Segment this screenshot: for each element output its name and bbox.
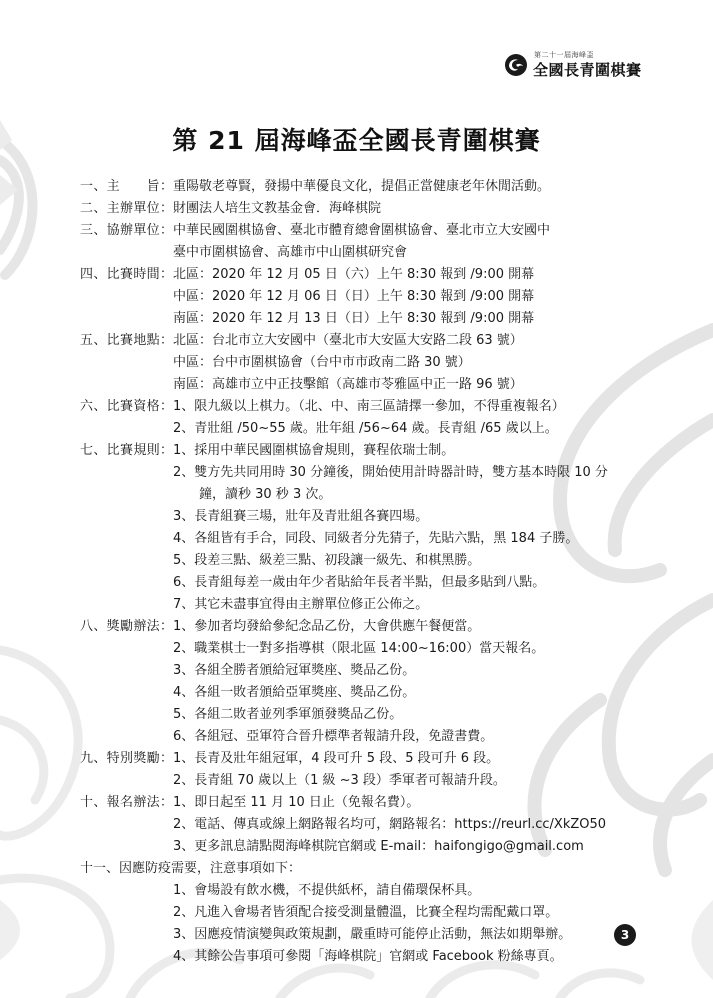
section-line: 4、各組一敗者頒給亞軍獎座、獎品乙份。 — [173, 685, 416, 700]
section-5 — [80, 330, 680, 396]
section-line: 7、其它未盡事宜得由主辦單位修正公佈之。 — [173, 597, 429, 612]
section-line: 2、雙方先共同用時 30 分鐘後，開始使用計時器計時，雙方基本時限 10 分 — [173, 465, 608, 480]
section-line: 2、電話、傳真或線上網路報名均可，網路報名：https://reurl.cc/XkZO50 — [173, 817, 607, 832]
covid-line: 3、因應疫情演變與政策規劃，嚴重時可能停止活動，無法如期舉辦。 — [173, 927, 572, 942]
section-line: 3、各組全勝者頒給冠軍獎座、獎品乙份。 — [173, 663, 416, 678]
page-number: 3 — [614, 924, 636, 946]
section-line: 1、限九級以上棋力。（北、中、南三區請擇一參加，不得重複報名） — [173, 399, 565, 414]
section-body — [173, 330, 680, 396]
section-line: 中區：2020 年 12 月 06 日（日）上午 8:30 報到 /9:00 開幕 — [173, 289, 535, 304]
section-line: 6、各組冠、亞軍符合晉升標準者報請升段，免證書費。 — [173, 729, 494, 744]
swirl-logo-icon — [504, 53, 528, 77]
section-line: 中區：台中市圍棋協會（台中市市政南二路 30 號） — [173, 355, 471, 370]
section-line: 臺中市圍棋協會、高雄市中山圍棋研究會 — [173, 245, 408, 260]
section-line: 2、長青組 70 歲以上（1 級 ~3 段）季軍者可報請升段。 — [173, 773, 506, 788]
section-line: 重陽敬老尊賢，發揚中華優良文化，提倡正當健康老年休閒活動。 — [173, 179, 551, 194]
section-7 — [80, 440, 680, 616]
section-body — [173, 748, 680, 792]
section-label: 八、獎勵辦法： — [80, 619, 173, 634]
covid-heading: 十一、因應防疫需要，注意事項如下： — [80, 861, 302, 876]
section-label: 二、主辦單位： — [80, 201, 173, 216]
section-line: 南區：2020 年 12 月 13 日（日）上午 8:30 報到 /9:00 開幕 — [173, 311, 535, 326]
section-label: 六、比賽資格： — [80, 399, 173, 414]
section-body — [173, 440, 680, 616]
section-body — [173, 792, 680, 858]
section-line: 3、更多訊息請點閱海峰棋院官網或 E-mail：haifongigo@gmail.com — [173, 839, 584, 854]
section-line: 1、採用中華民國圍棋協會規則，賽程依瑞士制。 — [173, 443, 455, 458]
section-1 — [80, 176, 680, 198]
section-line: 5、段差三點、級差三點、初段讓一級先、和棋黑勝。 — [173, 553, 481, 568]
logo-subtitle: 第二十一屆海峰盃 — [534, 51, 594, 59]
section-line: 3、長青組賽三場，壯年及青壯組各賽四場。 — [173, 509, 429, 524]
section-line: 南區：高雄市立中正技擊館（高雄市苓雅區中正一路 96 號） — [173, 377, 523, 392]
covid-section — [80, 858, 680, 968]
section-3 — [80, 220, 680, 264]
section-line: 2、職業棋士一對多指導棋（限北區 14:00~16:00）當天報名。 — [173, 641, 545, 656]
competition-logo — [504, 49, 644, 81]
section-6 — [80, 396, 680, 440]
section-label: 三、協辦單位： — [80, 223, 173, 238]
section-line: 2、青壯組 /50~55 歲。壯年組 /56~64 歲。長青組 /65 歲以上。 — [173, 421, 558, 436]
covid-line: 1、會場設有飲水機，不提供紙杯，請自備環保杯具。 — [173, 883, 481, 898]
section-line: 財團法人培生文教基金會．海峰棋院 — [173, 201, 382, 216]
section-line: 1、即日起至 11 月 10 日止（免報名費）。 — [173, 795, 420, 810]
section-9 — [80, 748, 680, 792]
section-body — [173, 616, 680, 748]
section-body — [173, 176, 680, 198]
logo-title: 全國長青圍棋賽 — [533, 61, 642, 79]
section-line: 4、各組皆有手合，同段、同級者分先猜子，先貼六點，黑 184 子勝。 — [173, 531, 579, 546]
section-body — [173, 198, 680, 220]
sections-list — [80, 176, 680, 858]
covid-line: 4、其餘公告事項可參閱「海峰棋院」官網或 Facebook 粉絲專頁。 — [173, 949, 563, 964]
section-label: 九、特別獎勵： — [80, 751, 173, 766]
section-line: 6、長青組每差一歲由年少者貼給年長者半點，但最多貼到八點。 — [173, 575, 546, 590]
covid-line: 2、凡進入會場者皆須配合接受測量體溫，比賽全程均需配戴口罩。 — [173, 905, 559, 920]
section-2 — [80, 198, 680, 220]
section-4 — [80, 264, 680, 330]
section-line: 北區：2020 年 12 月 05 日（六）上午 8:30 報到 /9:00 開幕 — [173, 267, 535, 282]
covid-notes — [173, 880, 680, 968]
section-line: 1、長青及壯年組冠軍，4 段可升 5 段、5 段可升 6 段。 — [173, 751, 500, 766]
section-label: 四、比賽時間： — [80, 267, 173, 282]
section-10 — [80, 792, 680, 858]
section-line: 鐘，讀秒 30 秒 3 次。 — [173, 487, 332, 502]
section-body — [173, 220, 680, 264]
section-line: 北區：台北市立大安國中（臺北市大安區大安路二段 63 號） — [173, 333, 523, 348]
section-8 — [80, 616, 680, 748]
section-line: 中華民國圍棋協會、臺北市體育總會圍棋協會、臺北市立大安國中 — [173, 223, 551, 238]
section-body — [173, 264, 680, 330]
section-label: 七、比賽規則： — [80, 443, 173, 458]
section-label: 一、主 旨： — [80, 179, 173, 194]
section-line: 1、參加者均發給參紀念品乙份，大會供應午餐便當。 — [173, 619, 481, 634]
section-line: 5、各組二敗者並列季軍頒發獎品乙份。 — [173, 707, 403, 722]
section-label: 十、報名辦法： — [80, 795, 173, 810]
document-body — [80, 176, 680, 968]
section-label: 五、比賽地點： — [80, 333, 173, 348]
page-title: 第 21 屆海峰盃全國長青圍棋賽 — [172, 126, 541, 155]
section-body — [173, 396, 680, 440]
